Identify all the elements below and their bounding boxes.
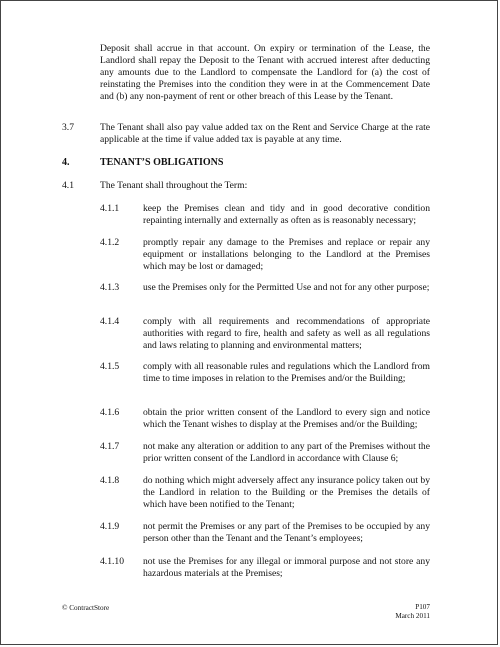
subclause-text: not make any alteration or addition to any part of the Premises without the prior written consent of the Landlord in accordance with Clause 6; (143, 441, 430, 464)
subclause-text: promptly repair any damage to the Premises and replace or repair any equipment or installations belonging to the Landlord at the Premises which may be lost or damaged; (143, 237, 430, 272)
footer-page-number: P107 (415, 603, 430, 611)
section-title: TENANT’S OBLIGATIONS (100, 157, 224, 168)
subclause-number: 4.1.9 (100, 521, 120, 532)
subclause-number: 4.1.10 (100, 556, 124, 567)
subclause-number: 4.1.4 (100, 316, 120, 327)
subclause-text: use the Premises only for the Permitted Use and not for any other purpose; (143, 282, 430, 293)
intro-paragraph: Deposit shall accrue in that account. On expiry or termination of the Lease, the Landlord shall repay the Deposit to the Tenant with accrued interest after deducting any amounts due to the Landlord to compensate the Landlord for (a) the cost of reinstating the Premises into the condition they were in at the Commencement Date and (b) any non-payment of rent or other breach of this Lease by the Tenant. (100, 43, 430, 102)
footer-copyright: © ContractStore (62, 604, 110, 612)
clause-text: The Tenant shall also pay value added tax on the Rent and Service Charge at the rate applicable at the time if value added tax is payable at any time. (100, 122, 430, 145)
clause-number: 4.1 (62, 180, 74, 191)
subclause-text: comply with all requirements and recommendations of appropriate authorities with regard to fire, health and safety as well as all regulations and laws relating to planning and environmental matters; (143, 316, 430, 351)
subclause-number: 4.1.8 (100, 475, 120, 486)
footer-date: March 2011 (395, 612, 430, 620)
subclause-text: not use the Premises for any illegal or immoral purpose and not store any hazardous materials at the Premises; (143, 556, 430, 579)
subclause-text: not permit the Premises or any part of the Premises to be occupied by any person other than the Tenant and the Tenant’s employees; (143, 521, 430, 544)
subclause-number: 4.1.2 (100, 237, 120, 248)
subclause-text: obtain the prior written consent of the Landlord to every sign and notice which the Tenant wishes to display at the Premises and/or the Building; (143, 407, 430, 430)
clause-text: The Tenant shall throughout the Term: (100, 180, 248, 191)
subclause-number: 4.1.3 (100, 282, 120, 293)
subclause-number: 4.1.5 (100, 361, 120, 372)
subclause-number: 4.1.6 (100, 407, 120, 418)
subclause-number: 4.1.7 (100, 441, 120, 452)
subclause-number: 4.1.1 (100, 203, 120, 214)
subclause-text: keep the Premises clean and tidy and in good decorative condition repainting internally and externally as often as is reasonably necessary; (143, 203, 430, 226)
subclause-text: comply with all reasonable rules and regulations which the Landlord from time to time imposes in relation to the Premises and/or the Building; (143, 361, 430, 384)
subclause-text: do nothing which might adversely affect any insurance policy taken out by the Landlord in relation to the Building or the Premises the details of which have been notified to the Tenant; (143, 475, 430, 510)
section-number: 4. (62, 157, 70, 168)
clause-number: 3.7 (62, 122, 74, 133)
